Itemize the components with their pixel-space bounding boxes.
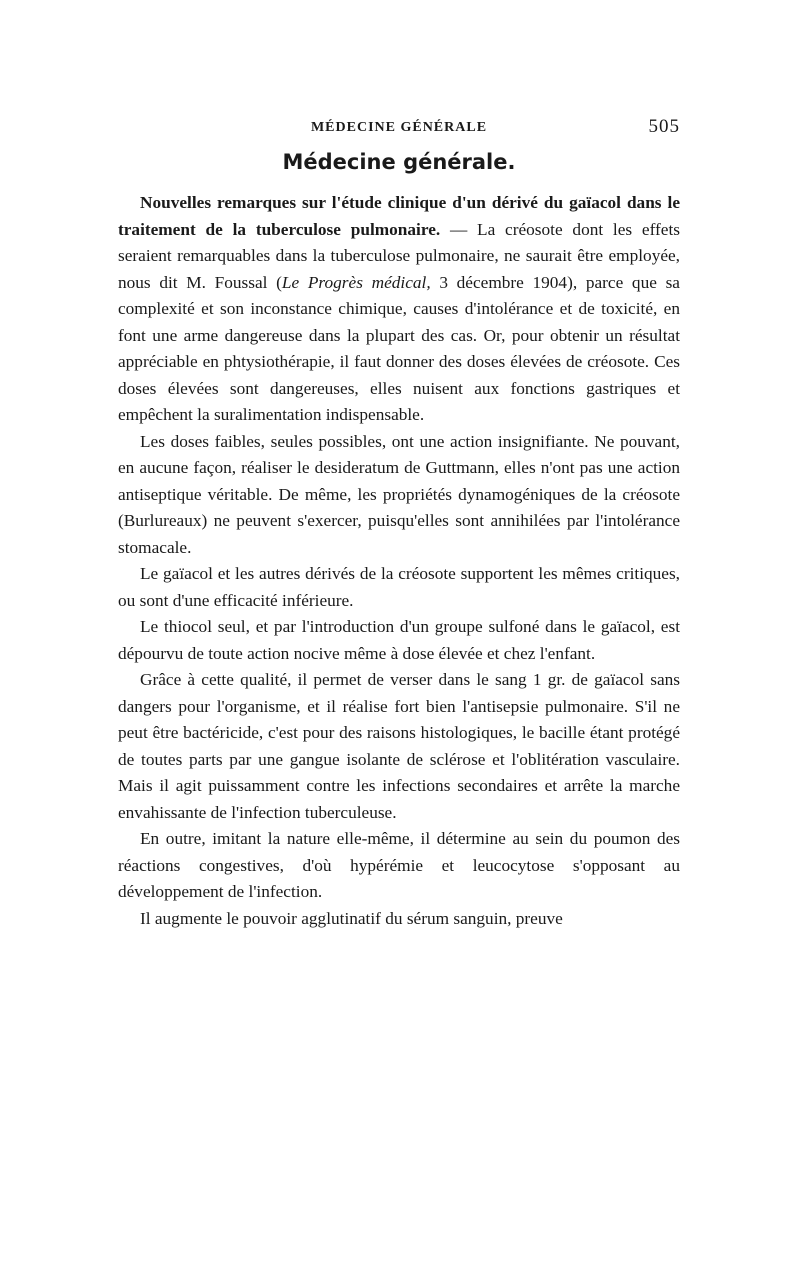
section-title: Médecine générale.: [282, 150, 516, 174]
paragraph: En outre, imitant la nature elle-même, il détermine au sein du poumon des réactions congestives, d'où hypérémie et leucocytose s'opposant au développement de l'infection.: [118, 829, 680, 901]
running-title: MÉDECINE GÉNÉRALE: [310, 120, 488, 135]
document-page: [118, 112, 680, 932]
title-dash: —: [440, 219, 478, 239]
page-number: 505: [648, 116, 680, 137]
journal-citation: Le Progrès médical,: [281, 272, 431, 292]
paragraph: Le gaïacol et les autres dérivés de la créosote supportent les mêmes critiques, ou sont d'une efficacité inférieure.: [118, 564, 680, 610]
running-header: [118, 112, 680, 142]
article-intro-paragraph: [118, 190, 680, 429]
intro-text-after-citation: 3 décembre 1904), parce que sa complexité et son inconstance chimique, causes d'intolérance et de toxicité, en font une arme dangereuse dans la plupart des cas. Or, pour obtenir un résultat appréciable en phtysiothérapie, il faut donner des doses élevées de créosote. Ces doses élevées sont dangereuses, elles nuisent aux fonctions gastriques et empêchent la suralimentation indispensable.: [118, 272, 680, 424]
paragraph: Il augmente le pouvoir agglutinatif du sérum sanguin, preuve: [140, 908, 563, 928]
intro-text-before-citation: La créosote dont les effets seraient remarquables dans la tuberculose pulmonaire, ne saurait être employée, nous dit M. Foussal (: [118, 219, 680, 292]
article-title: Nouvelles remarques sur l'étude clinique d'un dérivé du gaïacol dans le traitement de la tuberculose pulmonaire.: [118, 193, 680, 239]
paragraph: Le thiocol seul, et par l'introduction d'un groupe sulfoné dans le gaïacol, est dépourvu de toute action nocive même à dose élevée et chez l'enfant.: [118, 617, 680, 663]
paragraph: Les doses faibles, seules possibles, ont une action insignifiante. Ne pouvant, en aucune façon, réaliser le desideratum de Guttmann, elles n'ont pas une action antiseptique véritable. De même, les propriétés dynamogéniques de la créosote (Burlureaux) ne peuvent s'exercer, puisqu'elles sont annihilées par l'intolérance stomacale.: [118, 431, 680, 557]
paragraph: Grâce à cette qualité, il permet de verser dans le sang 1 gr. de gaïacol sans dangers pour l'organisme, et il réalise fort bien l'antisepsie pulmonaire. S'il ne peut être bactéricide, c'est pour des raisons histologiques, le bacille étant protégé de toutes parts par une gangue isolante de sclérose et l'oblitération vasculaire. Mais il agit puissamment contre les infections secondaires et arrête la marche envahissante de l'infection tuberculeuse.: [118, 670, 680, 822]
article-body: [118, 190, 680, 932]
